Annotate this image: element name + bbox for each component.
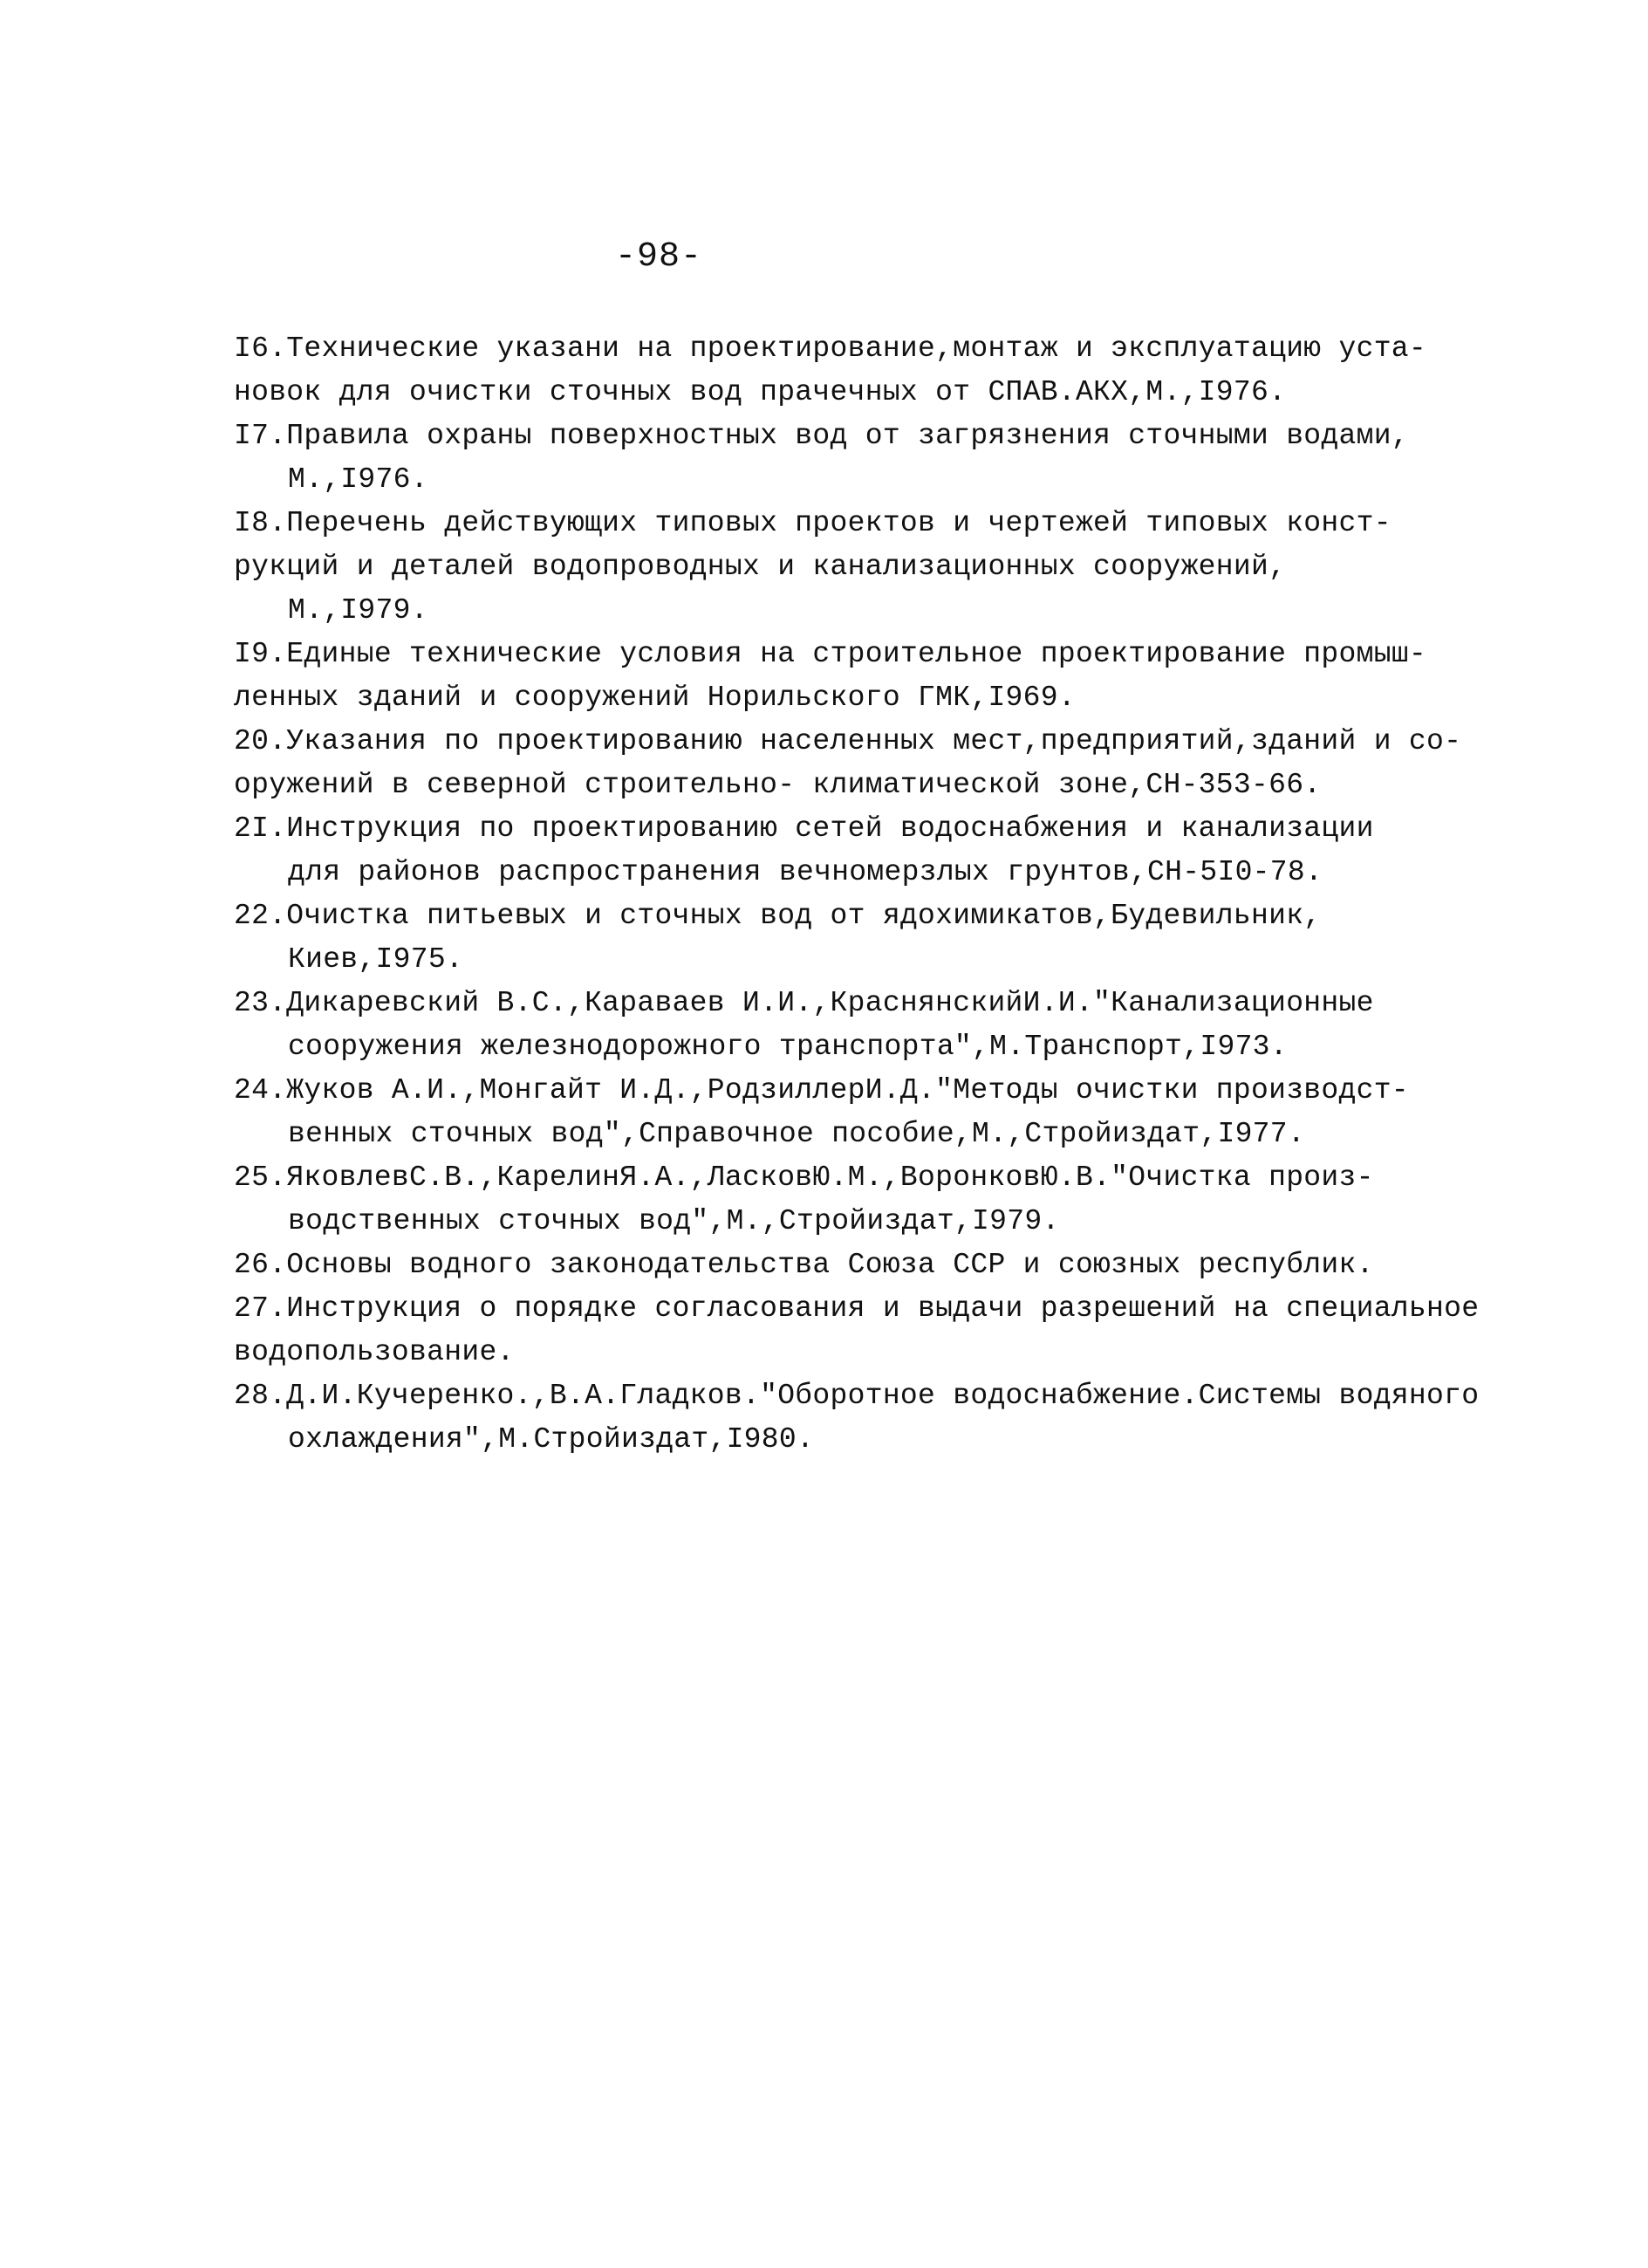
reference-item bbox=[234, 1374, 1499, 1462]
reference-item bbox=[234, 894, 1499, 982]
reference-line: М.,I976. bbox=[288, 463, 428, 496]
reference-item bbox=[234, 1156, 1499, 1244]
reference-line: водственных сточных вод",М.,Стройиздат,I979. bbox=[288, 1205, 1060, 1237]
reference-item bbox=[234, 502, 1499, 633]
reference-item bbox=[234, 415, 1499, 502]
reference-line: Киев,I975. bbox=[288, 943, 464, 976]
reference-line: оружений в северной строительно- климатической зоне,СН-353-66. bbox=[234, 769, 1322, 801]
reference-line: сооружения железнодорожного транспорта",М.Транспорт,I973. bbox=[288, 1031, 1288, 1063]
reference-line: венных сточных вод",Справочное пособие,М.,Стройиздат,I977. bbox=[288, 1118, 1305, 1150]
reference-line: 26.Основы водного законодательства Союза ССР и союзных республик. bbox=[234, 1249, 1374, 1281]
reference-line: охлаждения",М.Стройиздат,I980. bbox=[288, 1423, 815, 1456]
reference-item bbox=[234, 1244, 1499, 1287]
reference-item bbox=[234, 982, 1499, 1069]
reference-line: 27.Инструкция о порядке согласования и выдачи разрешений на специальное bbox=[234, 1292, 1480, 1325]
reference-line: для районов распространения вечномерзлых грунтов,СН-5I0-78. bbox=[288, 856, 1323, 888]
reference-line: 24.Жуков А.И.,Монгайт И.Д.,РодзиллерИ.Д."Методы очистки производст- bbox=[234, 1074, 1409, 1107]
reference-item bbox=[234, 633, 1499, 720]
reference-item bbox=[234, 720, 1499, 807]
reference-line: I8.Перечень действующих типовых проектов и чертежей типовых конст- bbox=[234, 507, 1392, 539]
reference-line: I6.Технические указани на проектирование,монтаж и эксплуатацию уста- bbox=[234, 332, 1427, 365]
reference-item bbox=[234, 807, 1499, 894]
reference-line: 22.Очистка питьевых и сточных вод от ядохимикатов,Будевильник, bbox=[234, 900, 1322, 932]
reference-line: 28.Д.И.Кучеренко.,В.А.Гладков."Оборотное водоснабжение.Системы водяного bbox=[234, 1380, 1480, 1412]
reference-line: I7.Правила охраны поверхностных вод от загрязнения сточными водами, bbox=[234, 420, 1409, 452]
reference-line: 25.ЯковлевС.В.,КарелинЯ.А.,ЛасковЮ.М.,ВоронковЮ.В."Очистка произ- bbox=[234, 1161, 1374, 1194]
reference-line: I9.Единые технические условия на строительное проектирование промыш- bbox=[234, 638, 1427, 670]
reference-item bbox=[234, 327, 1499, 415]
reference-line: новок для очистки сточных вод прачечных от СПАВ.АКХ,М.,I976. bbox=[234, 376, 1287, 408]
reference-line: 2I.Инструкция по проектированию сетей водоснабжения и канализации bbox=[234, 812, 1374, 845]
reference-line: ленных зданий и сооружений Норильского ГМК,I969. bbox=[234, 682, 1076, 714]
reference-item bbox=[234, 1069, 1499, 1156]
reference-line: М.,I979. bbox=[288, 594, 428, 627]
reference-line: 23.Дикаревский В.С.,Караваев И.И.,КраснянскийИ.И."Канализационные bbox=[234, 987, 1374, 1019]
reference-item bbox=[234, 1287, 1499, 1374]
reference-line: рукций и деталей водопроводных и канализационных сооружений, bbox=[234, 551, 1287, 583]
page-number: -98- bbox=[615, 237, 703, 277]
reference-line: водопользование. bbox=[234, 1336, 515, 1368]
reference-list bbox=[234, 327, 1499, 1462]
reference-line: 20.Указания по проектированию населенных мест,предприятий,зданий и со- bbox=[234, 725, 1462, 757]
